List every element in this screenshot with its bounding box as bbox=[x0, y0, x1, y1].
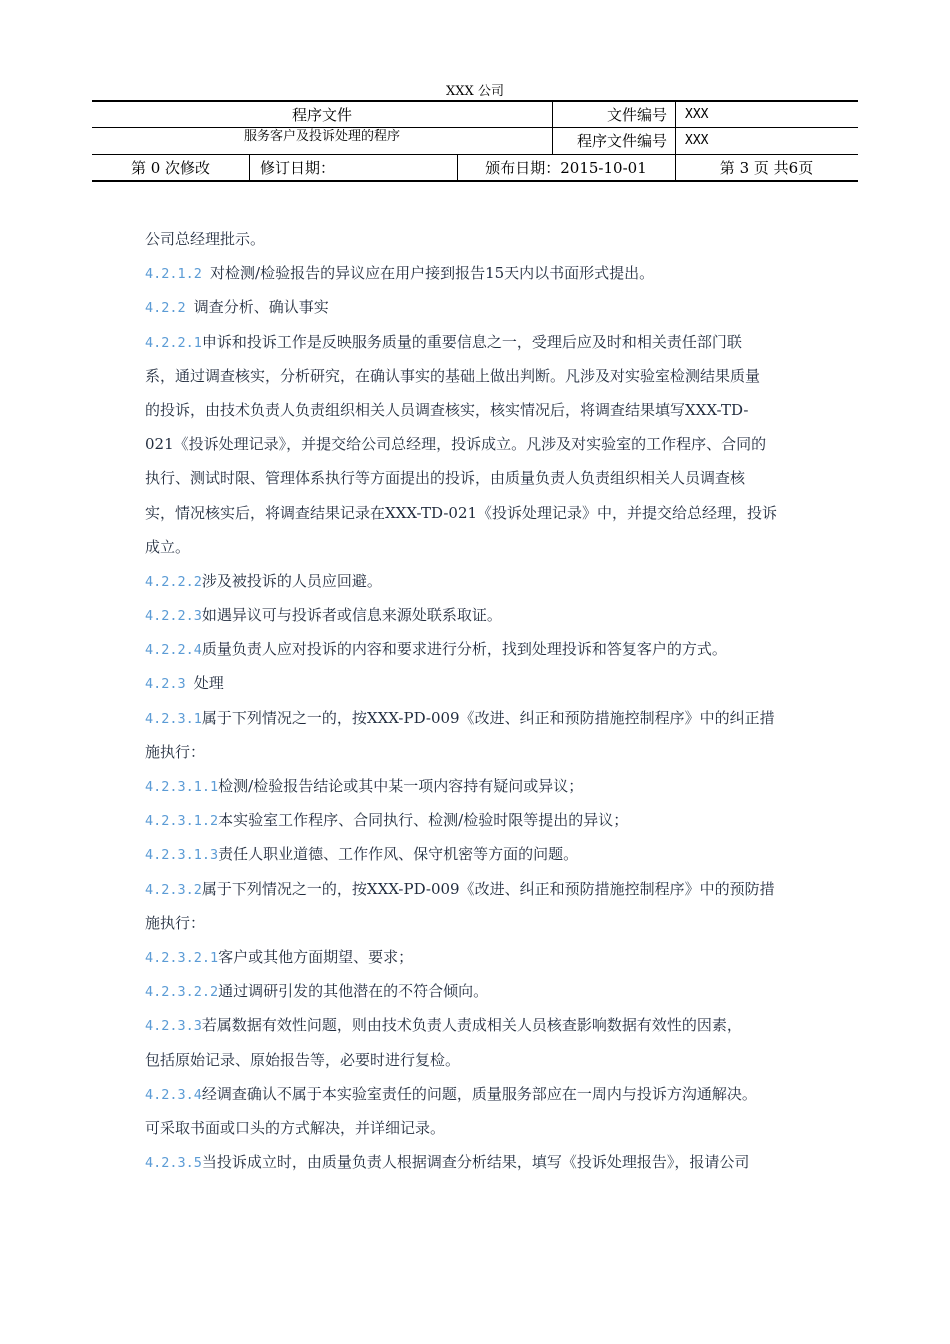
paragraph-line bbox=[145, 1043, 825, 1077]
paragraph-line bbox=[145, 290, 825, 324]
section-number: 4.2.3 bbox=[145, 676, 194, 693]
section-number: 4.2.2.4 bbox=[145, 642, 202, 659]
section-number: 4.2.3.5 bbox=[145, 1155, 202, 1172]
line-text: 经调查确认不属于本实验室责任的问题，质量服务部应在一周内与投诉方沟通解决。 bbox=[201, 1084, 757, 1103]
file-number-label: 文件编号 bbox=[606, 106, 667, 124]
section-number: 4.2.3.4 bbox=[145, 1086, 202, 1103]
line-text: 021《投诉处理记录》，并提交给公司总经理，投诉成立。凡涉及对实验室的工作程序、合同的 bbox=[145, 435, 767, 454]
paragraph-line bbox=[145, 427, 825, 461]
paragraph-line bbox=[145, 496, 825, 530]
paragraph-line bbox=[145, 735, 825, 769]
line-text: 本实验室工作程序、合同执行、检测/检验时限等提出的异议； bbox=[218, 811, 629, 830]
paragraph-line bbox=[145, 769, 825, 803]
section-number: 4.2.2.1 bbox=[145, 334, 202, 351]
paragraph-line bbox=[145, 256, 825, 290]
line-text: 调查分析、确认事实 bbox=[193, 298, 329, 317]
section-number: 4.2.3.1.2 bbox=[145, 813, 219, 830]
line-text: 责任人职业道德、工作作风、保守机密等方面的问题。 bbox=[218, 845, 579, 864]
paragraph-line bbox=[145, 872, 825, 906]
section-number: 4.2.1.2 bbox=[145, 266, 211, 283]
line-text: 对检测/检验报告的异议应在用户接到报告15天内以书面形式提出。 bbox=[210, 264, 655, 283]
page-info: 第 3 页 共6页 bbox=[719, 159, 814, 177]
line-text: 如遇异议可与投诉者或信息来源处联系取证。 bbox=[201, 606, 502, 625]
line-text: 施执行： bbox=[145, 742, 206, 761]
line-text: 若属数据有效性问题，则由技术负责人责成相关人员核查影响数据有效性的因素， bbox=[201, 1016, 742, 1035]
procedure-number-value: XXX bbox=[685, 133, 709, 148]
document-type: 程序文件 bbox=[291, 106, 352, 124]
paragraph-line bbox=[145, 632, 825, 666]
line-text: 成立。 bbox=[145, 537, 191, 556]
line-text: 系，通过调查核实，分析研究，在确认事实的基础上做出判断。凡涉及对实验室检测结果质量 bbox=[145, 366, 761, 385]
company-name: XXX 公司 bbox=[446, 84, 504, 99]
paragraph-line bbox=[145, 530, 825, 564]
paragraph-line bbox=[145, 393, 825, 427]
section-number: 4.2.2.2 bbox=[145, 573, 202, 590]
line-text: 可采取书面或口头的方式解决，并详细记录。 bbox=[145, 1118, 446, 1137]
paragraph-line bbox=[145, 666, 825, 700]
procedure-number-label: 程序文件编号 bbox=[576, 132, 667, 150]
paragraph-line bbox=[145, 1077, 825, 1111]
line-text: 涉及被投诉的人员应回避。 bbox=[201, 571, 382, 590]
line-text: 公司总经理批示。 bbox=[145, 230, 266, 248]
line-text: 实，情况核实后，将调查结果记录在XXX-TD-021《投诉处理记录》中，并提交给总经理，投诉 bbox=[145, 503, 778, 522]
paragraph-line bbox=[145, 803, 825, 837]
line-text: 的投诉，由技术负责人负责组织相关人员调查核实，核实情况后，将调查结果填写XXX-TD- bbox=[145, 400, 749, 419]
line-text: 质量负责人应对投诉的内容和要求进行分析，找到处理投诉和答复客户的方式。 bbox=[201, 640, 727, 659]
paragraph-line bbox=[145, 598, 825, 632]
section-number: 4.2.3.1.3 bbox=[145, 847, 219, 864]
line-text: 当投诉成立时，由质量负责人根据调查分析结果，填写《投诉处理报告》，报请公司 bbox=[201, 1153, 750, 1172]
line-text: 检测/检验报告结论或其中某一项内容持有疑问或异议； bbox=[218, 777, 584, 795]
section-number: 4.2.3.1 bbox=[145, 710, 202, 727]
line-text: 包括原始记录、原始报告等，必要时进行复检。 bbox=[145, 1050, 461, 1069]
paragraph-line bbox=[145, 1145, 825, 1179]
paragraph-line bbox=[145, 461, 825, 495]
header-divider bbox=[249, 154, 250, 182]
paragraph-line bbox=[145, 564, 825, 598]
revision-date-label: 修订日期： bbox=[260, 159, 336, 177]
line-text: 属于下列情况之一的，按XXX-PD-009《改进、纠正和预防措施控制程序》中的预防措 bbox=[201, 879, 775, 898]
revision-count: 第 0 次修改 bbox=[130, 159, 211, 177]
line-text: 客户或其他方面期望、要求； bbox=[218, 947, 414, 966]
line-text: 通过调研引发的其他潜在的不符合倾向。 bbox=[218, 982, 489, 1001]
paragraph-line bbox=[145, 940, 825, 974]
document-title: 服务客户及投诉处理的程序 bbox=[243, 129, 400, 144]
line-text: 处理 bbox=[193, 674, 224, 693]
paragraph-line bbox=[145, 974, 825, 1008]
paragraph-line bbox=[145, 325, 825, 359]
section-number: 4.2.3.2 bbox=[145, 881, 202, 898]
paragraph-line bbox=[145, 906, 825, 940]
paragraph-line bbox=[145, 701, 825, 735]
document-body bbox=[145, 222, 825, 1179]
paragraph-line bbox=[145, 1111, 825, 1145]
section-number: 4.2.3.1.1 bbox=[145, 779, 219, 795]
document-header-table bbox=[92, 100, 858, 182]
file-number-value: XXX bbox=[685, 107, 709, 122]
issue-date: 颁布日期：2015-10-01 bbox=[485, 159, 647, 177]
line-text: 申诉和投诉工作是反映服务质量的重要信息之一，受理后应及时和相关责任部门联 bbox=[201, 332, 742, 351]
section-number: 4.2.3.2.2 bbox=[145, 984, 219, 1001]
section-number: 4.2.2 bbox=[145, 300, 194, 317]
line-text: 施执行： bbox=[145, 913, 206, 932]
section-number: 4.2.3.2.1 bbox=[145, 949, 219, 966]
paragraph-line bbox=[145, 359, 825, 393]
line-text: 执行、测试时限、管理体系执行等方面提出的投诉，由质量负责人负责组织相关人员调查核 bbox=[145, 469, 746, 488]
section-number: 4.2.2.3 bbox=[145, 608, 202, 625]
section-number: 4.2.3.3 bbox=[145, 1018, 202, 1035]
paragraph-line bbox=[145, 837, 825, 871]
line-text: 属于下列情况之一的，按XXX-PD-009《改进、纠正和预防措施控制程序》中的纠正措 bbox=[201, 708, 775, 727]
paragraph-line bbox=[145, 222, 825, 256]
paragraph-line bbox=[145, 1008, 825, 1042]
